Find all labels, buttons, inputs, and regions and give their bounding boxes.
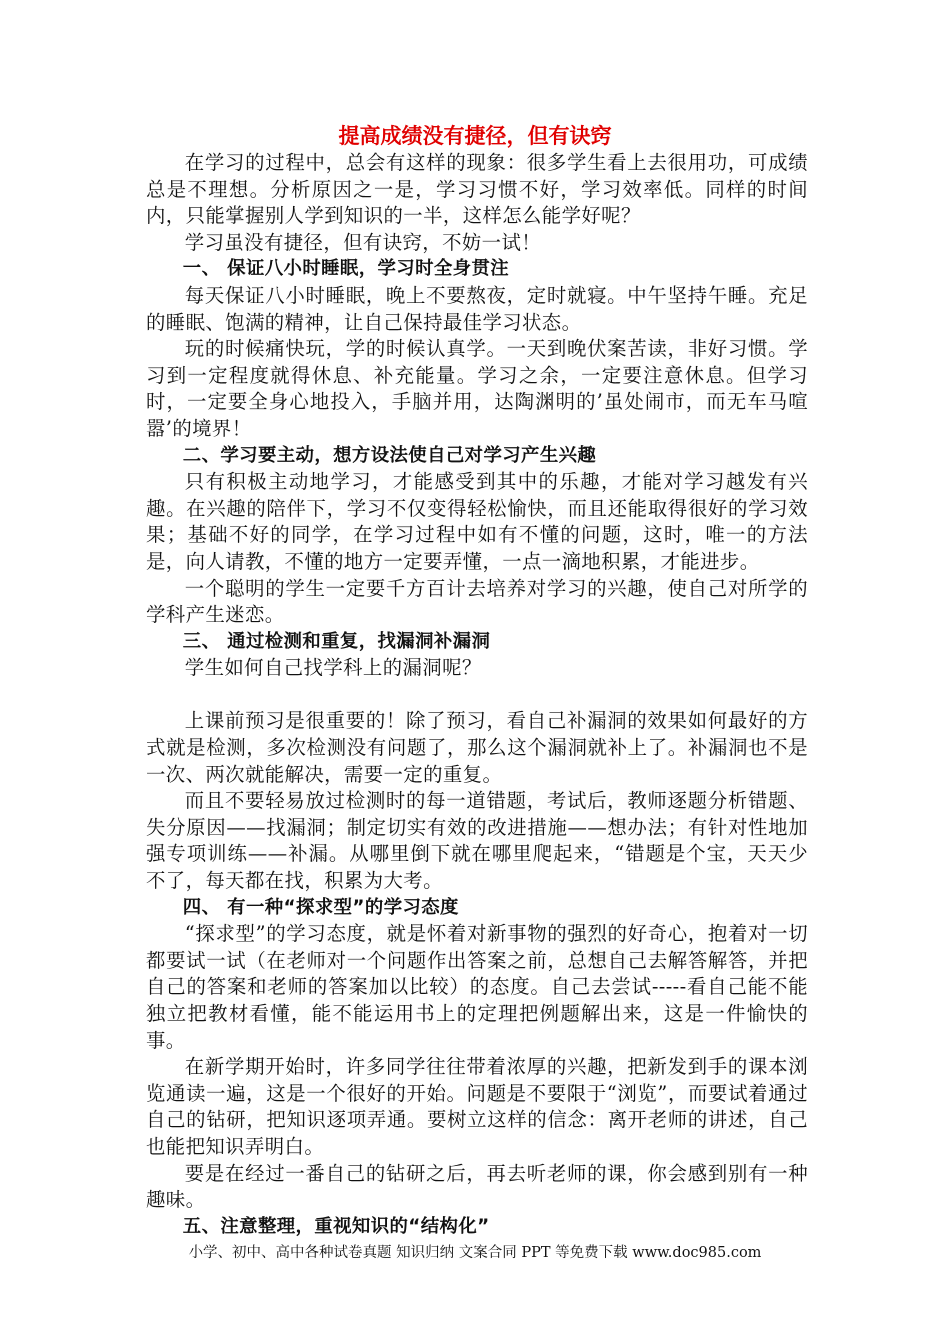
section-heading: 一、 保证八小时睡眠，学习时全身贯注 — [182, 258, 510, 280]
document-title: 提高成绩没有捷径，但有诀窍 — [338, 124, 612, 148]
body-paragraph: 在学习的过程中，总会有这样的现象：很多学生看上去很用功，可成绩总是不理想。分析原因之一是，学习习惯不好，学习效率低。同样的时间内，只能掌握别人学到知识的一半，这样怎么能学好呢？ — [146, 151, 808, 228]
body-paragraph: “探求型”的学习态度，就是怀着对新事物的强烈的好奇心，抱着对一切都要试一试（在老师对一个问题作出答案之前，总想自己去解答解答，并把自己的答案和老师的答案加以比较）的态度。自己去尝试-----看自己能不能独立把教材看懂，能不能运用书上的定理把例题解出来，这是一件愉快的事。 — [146, 922, 808, 1052]
body-paragraph: 一个聪明的学生一定要千方百计去培养对学习的兴趣，使自己对所学的学科产生迷恋。 — [146, 576, 808, 627]
footer-note: 小学、初中、高中各种试卷真题 知识归纳 文案合同 PPT 等免费下载 www.doc985.com — [188, 1245, 762, 1261]
body-paragraph: 学习虽没有捷径，但有诀窍，不妨一试！ — [184, 230, 542, 254]
document-body — [146, 150, 808, 1240]
body-paragraph: 学生如何自己找学科上的漏洞呢？ — [184, 656, 482, 680]
section-heading: 三、 通过检测和重复，找漏洞补漏洞 — [182, 630, 491, 652]
body-paragraph: 玩的时候痛快玩，学的时候认真学。一天到晚伏案苦读，非好习惯。学习到一定程度就得休息、补充能量。学习之余，一定要注意休息。但学习时，一定要全身心地投入，手脑并用，达陶渊明的’虽处闹市，而无车马喧嚣’的境界！ — [146, 337, 808, 440]
section-heading: 四、 有一种“探求型”的学习态度 — [182, 896, 459, 918]
blank-line — [146, 682, 808, 709]
body-paragraph: 只有积极主动地学习，才能感受到其中的乐趣，才能对学习越发有兴趣。在兴趣的陪伴下，学习不仅变得轻松愉快，而且还能取得很好的学习效果；基础不好的同学，在学习过程中如有不懂的问题，这时，唯一的方法是，向人请教，不懂的地方一定要弄懂，一点一滴地积累，才能进步。 — [146, 470, 808, 573]
body-paragraph: 每天保证八小时睡眠，晚上不要熬夜，定时就寝。中午坚持午睡。充足的睡眠、饱满的精神，让自己保持最佳学习状态。 — [146, 283, 808, 334]
section-heading: 五、注意整理，重视知识的“结构化” — [182, 1215, 490, 1237]
body-paragraph: 而且不要轻易放过检测时的每一道错题，考试后，教师逐题分析错题、失分原因——找漏洞；制定切实有效的改进措施——想办法；有针对性地加强专项训练——补漏。从哪里倒下就在哪里爬起来，“错题是个宝，天天少不了，每天都在找，积累为大考。 — [146, 789, 808, 893]
body-paragraph: 上课前预习是很重要的！除了预习，看自己补漏洞的效果如何最好的方式就是检测，多次检测没有问题了，那么这个漏洞就补上了。补漏洞也不是一次、两次就能解决，需要一定的重复。 — [146, 709, 808, 786]
body-paragraph: 在新学期开始时，许多同学往往带着浓厚的兴趣，把新发到手的课本浏览通读一遍，这是一个很好的开始。问题是不要限于“浏览”，而要试着通过自己的钻研，把知识逐项弄通。要树立这样的信念：离开老师的讲述，自己也能把知识弄明白。 — [146, 1055, 808, 1158]
body-paragraph: 要是在经过一番自己的钻研之后，再去听老师的课，你会感到别有一种趣味。 — [146, 1161, 808, 1212]
section-heading: 二、学习要主动，想方设法使自己对学习产生兴趣 — [182, 444, 597, 466]
